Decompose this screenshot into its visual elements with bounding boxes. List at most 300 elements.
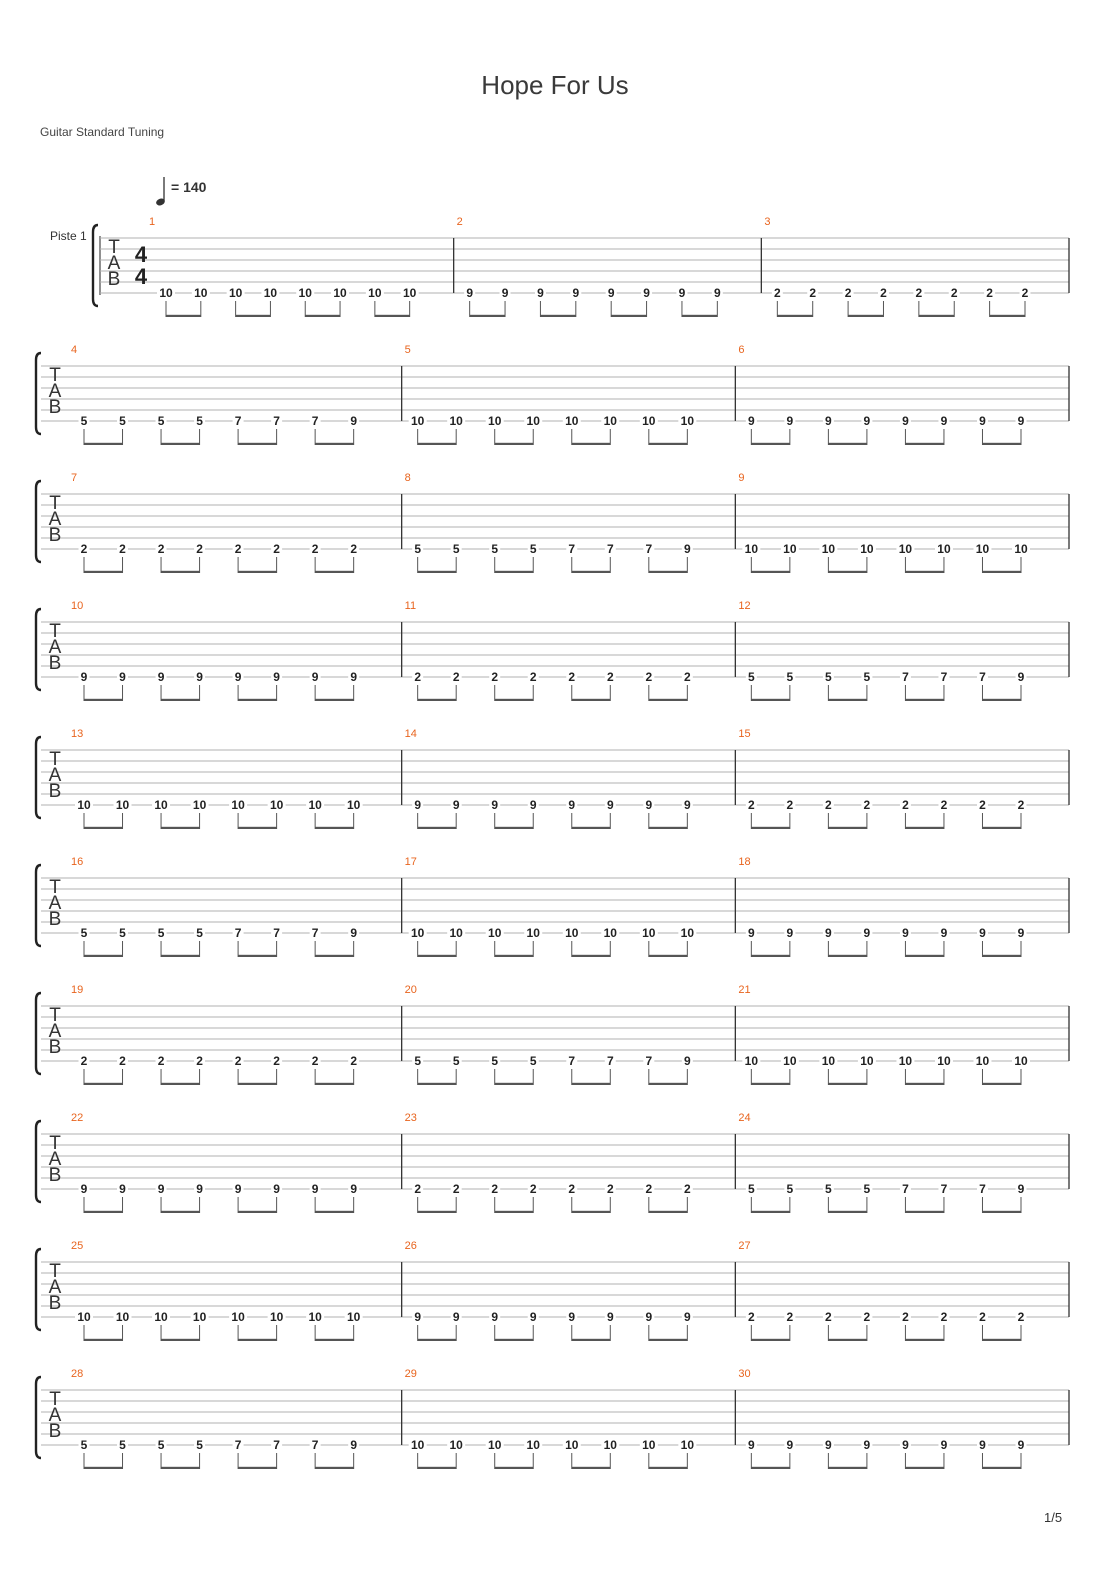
eighth-beam (649, 1083, 688, 1085)
fret-number: 2 (940, 1310, 948, 1324)
fret-number: 10 (410, 926, 425, 940)
fret-number: 9 (825, 414, 832, 428)
eighth-beam (572, 1467, 611, 1469)
eighth-beam (649, 955, 688, 957)
measure-number: 1 (149, 216, 156, 228)
tab-clef-letter: T (49, 1133, 61, 1154)
fret-number: 10 (228, 286, 243, 300)
fret-number: 10 (194, 286, 208, 300)
eighth-beam (572, 1083, 611, 1085)
fret-number: 5 (863, 1182, 871, 1196)
measure-number: 3 (764, 216, 771, 228)
eighth-beam (751, 571, 790, 573)
fret-number: 10 (77, 798, 91, 812)
fret-number: 7 (568, 1054, 576, 1068)
fret-number: 9 (273, 670, 280, 684)
fret-number: 10 (410, 1438, 425, 1452)
eighth-beam (649, 443, 688, 445)
eighth-beam (540, 315, 575, 317)
fret-number: 2 (606, 670, 614, 684)
fret-number: 7 (273, 1438, 280, 1452)
fret-number: 10 (526, 926, 540, 940)
measure-number: 14 (404, 728, 417, 740)
fret-number: 10 (298, 286, 312, 300)
fret-number: 2 (825, 1310, 832, 1324)
eighth-beam (982, 1467, 1021, 1469)
tab-clef-letter: T (49, 749, 61, 770)
measure-number: 10 (71, 600, 84, 612)
fret-number: 9 (786, 926, 794, 940)
eighth-beam (990, 315, 1025, 317)
eighth-beam (418, 699, 457, 701)
eighth-beam (84, 827, 123, 829)
fret-number: 2 (452, 1182, 460, 1196)
eighth-beam (572, 699, 611, 701)
fret-number: 9 (902, 414, 909, 428)
eighth-beam (238, 1083, 277, 1085)
fret-number: 9 (940, 926, 948, 940)
measure-number: 2 (456, 216, 463, 228)
fret-number: 10 (1014, 542, 1028, 556)
fret-number: 10 (449, 1438, 463, 1452)
fret-number: 10 (975, 1054, 990, 1068)
track-name: Piste 1 (50, 229, 87, 243)
fret-number: 5 (196, 1438, 203, 1452)
fret-number: 2 (950, 286, 958, 300)
fret-number: 10 (308, 798, 322, 812)
eighth-beam (161, 1339, 200, 1341)
eighth-beam (828, 1083, 867, 1085)
fret-number: 10 (488, 926, 502, 940)
fret-number: 7 (645, 542, 653, 556)
fret-number: 9 (1017, 1182, 1025, 1196)
eighth-beam (828, 443, 867, 445)
eighth-beam (905, 1339, 944, 1341)
fret-number: 9 (902, 926, 909, 940)
eighth-beam (905, 1083, 944, 1085)
fret-number: 9 (683, 1054, 691, 1068)
fret-number: 5 (491, 1054, 499, 1068)
eighth-beam (238, 571, 277, 573)
fret-number: 2 (196, 542, 203, 556)
fret-number: 2 (157, 1054, 165, 1068)
fret-number: 9 (683, 1310, 691, 1324)
eighth-beam (495, 1467, 534, 1469)
fret-number: 9 (157, 1182, 165, 1196)
fret-number: 5 (452, 1054, 460, 1068)
fret-number: 2 (350, 1054, 358, 1068)
fret-number: 10 (642, 926, 656, 940)
measure-number: 23 (404, 1112, 417, 1124)
fret-number: 9 (747, 414, 755, 428)
fret-number: 7 (940, 670, 948, 684)
fret-number: 7 (568, 542, 576, 556)
eighth-beam (495, 443, 534, 445)
fret-number: 5 (863, 670, 871, 684)
system-bracket (36, 481, 41, 562)
eighth-beam (418, 571, 457, 573)
fret-number: 2 (645, 670, 653, 684)
tab-clef-letter: B (48, 653, 62, 674)
fret-number: 9 (940, 414, 948, 428)
fret-number: 7 (979, 1182, 986, 1196)
fret-number: 9 (606, 798, 614, 812)
eighth-beam (649, 1467, 688, 1469)
fret-number: 9 (350, 670, 358, 684)
system-bracket (93, 225, 98, 306)
eighth-beam (848, 315, 883, 317)
fret-number: 5 (196, 414, 203, 428)
measure-number: 19 (71, 984, 84, 996)
fret-number: 9 (1017, 1438, 1025, 1452)
eighth-beam (238, 827, 277, 829)
eighth-beam (905, 1467, 944, 1469)
fret-number: 10 (368, 286, 382, 300)
eighth-beam (315, 1467, 354, 1469)
fret-number: 7 (902, 670, 909, 684)
fret-number: 7 (234, 1438, 242, 1452)
fret-number: 10 (565, 1438, 579, 1452)
fret-number: 7 (902, 1182, 909, 1196)
fret-number: 9 (350, 414, 358, 428)
fret-number: 10 (410, 414, 425, 428)
fret-number: 9 (747, 926, 755, 940)
fret-number: 2 (529, 670, 537, 684)
fret-number: 10 (744, 542, 759, 556)
fret-number: 10 (680, 1438, 695, 1452)
eighth-beam (649, 571, 688, 573)
eighth-beam (828, 827, 867, 829)
fret-number: 10 (603, 414, 617, 428)
tab-clef-letter: T (49, 493, 61, 514)
tab-clef-letter: B (48, 909, 62, 930)
fret-number: 2 (80, 1054, 88, 1068)
fret-number: 10 (937, 1054, 951, 1068)
fret-number: 9 (234, 670, 242, 684)
fret-number: 7 (273, 414, 280, 428)
fret-number: 9 (825, 1438, 832, 1452)
eighth-beam (418, 1339, 457, 1341)
fret-number: 9 (350, 1438, 358, 1452)
measure-number: 27 (738, 1240, 751, 1252)
fret-number: 2 (683, 670, 691, 684)
fret-number: 10 (821, 1054, 836, 1068)
tab-clef-letter: B (48, 1037, 62, 1058)
eighth-beam (649, 1211, 688, 1213)
fret-number: 2 (902, 798, 909, 812)
fret-number: 5 (119, 1438, 126, 1452)
measure-number: 22 (71, 1112, 84, 1124)
measure-number: 21 (738, 984, 751, 996)
fret-number: 2 (902, 1310, 909, 1324)
fret-number: 9 (643, 286, 650, 300)
song-title: Hope For Us (481, 70, 629, 100)
fret-number: 10 (937, 542, 951, 556)
fret-number: 2 (414, 670, 422, 684)
fret-number: 9 (501, 286, 509, 300)
tab-clef-letter: A (48, 637, 62, 658)
tempo-text: = 140 (171, 179, 207, 195)
tab-clef-letter: B (48, 781, 62, 802)
fret-number: 10 (642, 414, 656, 428)
fret-number: 10 (526, 414, 540, 428)
fret-number: 9 (311, 1182, 319, 1196)
tab-clef-letter: B (48, 1293, 62, 1314)
eighth-beam (828, 699, 867, 701)
fret-number: 9 (1017, 670, 1025, 684)
fret-number: 9 (1017, 414, 1025, 428)
fret-number: 7 (273, 926, 280, 940)
eighth-beam (315, 1083, 354, 1085)
tab-clef-letter: B (48, 525, 62, 546)
fret-number: 2 (979, 1310, 986, 1324)
eighth-beam (161, 955, 200, 957)
fret-number: 2 (809, 286, 817, 300)
fret-number: 2 (915, 286, 923, 300)
fret-number: 2 (863, 798, 871, 812)
fret-number: 10 (821, 542, 836, 556)
fret-number: 2 (350, 542, 358, 556)
fret-number: 10 (783, 542, 797, 556)
tab-clef-letter: B (48, 397, 62, 418)
fret-number: 9 (273, 1182, 280, 1196)
tab-clef-letter: T (49, 621, 61, 642)
fret-number: 10 (860, 1054, 874, 1068)
fret-number: 10 (154, 798, 168, 812)
measure-number: 7 (71, 472, 78, 484)
fret-number: 7 (311, 414, 319, 428)
eighth-beam (84, 699, 123, 701)
system-bracket (36, 993, 41, 1074)
fret-number: 2 (273, 1054, 280, 1068)
eighth-beam (982, 1083, 1021, 1085)
tab-clef-letter: B (48, 1421, 62, 1442)
fret-number: 2 (311, 542, 319, 556)
fret-number: 2 (119, 1054, 126, 1068)
fret-number: 10 (488, 1438, 502, 1452)
fret-number: 10 (402, 286, 417, 300)
page-number: 1/5 (1044, 1510, 1063, 1525)
fret-number: 2 (773, 286, 781, 300)
eighth-beam (751, 699, 790, 701)
eighth-beam (418, 443, 457, 445)
eighth-beam (751, 443, 790, 445)
eighth-beam (751, 1211, 790, 1213)
fret-number: 2 (979, 798, 986, 812)
fret-number: 5 (491, 542, 499, 556)
tab-clef-letter: A (48, 509, 62, 530)
fret-number: 2 (1021, 286, 1029, 300)
fret-number: 2 (311, 1054, 319, 1068)
fret-number: 2 (863, 1310, 871, 1324)
fret-number: 5 (80, 926, 88, 940)
fret-number: 2 (414, 1182, 422, 1196)
fret-number: 10 (603, 1438, 617, 1452)
fret-number: 10 (231, 1310, 245, 1324)
fret-number: 2 (529, 1182, 537, 1196)
fret-number: 10 (860, 542, 874, 556)
fret-number: 9 (311, 670, 319, 684)
tab-clef-letter: A (107, 253, 121, 274)
eighth-beam (777, 315, 812, 317)
fret-number: 2 (234, 542, 242, 556)
fret-number: 9 (350, 926, 358, 940)
fret-number: 2 (568, 1182, 576, 1196)
eighth-beam (84, 571, 123, 573)
eighth-beam (905, 955, 944, 957)
fret-number: 5 (414, 1054, 422, 1068)
eighth-beam (84, 1339, 123, 1341)
eighth-beam (375, 315, 410, 317)
fret-number: 2 (747, 798, 755, 812)
fret-number: 7 (234, 926, 242, 940)
eighth-beam (982, 955, 1021, 957)
fret-number: 7 (311, 926, 319, 940)
fret-number: 10 (269, 798, 284, 812)
fret-number: 2 (196, 1054, 203, 1068)
system-bracket (36, 1121, 41, 1202)
fret-number: 5 (157, 1438, 165, 1452)
fret-number: 5 (529, 1054, 537, 1068)
fret-number: 5 (119, 414, 126, 428)
fret-number: 9 (863, 414, 871, 428)
fret-number: 9 (119, 1182, 126, 1196)
fret-number: 7 (606, 1054, 614, 1068)
fret-number: 10 (308, 1310, 322, 1324)
eighth-beam (315, 827, 354, 829)
fret-number: 5 (452, 542, 460, 556)
eighth-beam (418, 1083, 457, 1085)
measure-number: 28 (71, 1368, 84, 1380)
eighth-beam (572, 1211, 611, 1213)
fret-number: 10 (159, 286, 173, 300)
tab-clef-letter: T (49, 1261, 61, 1282)
eighth-beam (751, 1339, 790, 1341)
eighth-beam (751, 955, 790, 957)
fret-number: 10 (526, 1438, 540, 1452)
fret-number: 10 (565, 414, 579, 428)
fret-number: 9 (196, 670, 203, 684)
fret-number: 9 (1017, 926, 1025, 940)
fret-number: 5 (786, 1182, 794, 1196)
system-bracket (36, 737, 41, 818)
fret-number: 9 (606, 1310, 614, 1324)
measure-number: 8 (404, 472, 411, 484)
fret-number: 9 (678, 286, 686, 300)
eighth-beam (305, 315, 340, 317)
tab-clef-letter: A (48, 1405, 62, 1426)
fret-number: 9 (452, 798, 460, 812)
eighth-beam (828, 1211, 867, 1213)
fret-number: 9 (491, 1310, 499, 1324)
fret-number: 9 (80, 1182, 88, 1196)
fret-number: 9 (537, 286, 544, 300)
measure-number: 11 (404, 600, 417, 612)
fret-number: 10 (77, 1310, 91, 1324)
fret-number: 2 (683, 1182, 691, 1196)
fret-number: 2 (568, 670, 576, 684)
fret-number: 10 (449, 414, 463, 428)
eighth-beam (238, 1339, 277, 1341)
eighth-beam (682, 315, 717, 317)
eighth-beam (418, 1467, 457, 1469)
eighth-beam (161, 699, 200, 701)
fret-number: 2 (825, 798, 832, 812)
eighth-beam (828, 571, 867, 573)
measure-number: 13 (71, 728, 84, 740)
eighth-beam (572, 443, 611, 445)
tab-clef-letter: A (48, 765, 62, 786)
tab-clef-letter: A (48, 1021, 62, 1042)
eighth-beam (166, 315, 201, 317)
fret-number: 2 (880, 286, 887, 300)
tab-clef-letter: A (48, 893, 62, 914)
fret-number: 10 (488, 414, 502, 428)
fret-number: 9 (157, 670, 165, 684)
fret-number: 10 (192, 798, 207, 812)
fret-number: 9 (863, 926, 871, 940)
eighth-beam (495, 827, 534, 829)
fret-number: 9 (713, 286, 721, 300)
eighth-beam (315, 571, 354, 573)
eighth-beam (982, 1211, 1021, 1213)
measure-number: 25 (71, 1240, 84, 1252)
eighth-beam (905, 827, 944, 829)
eighth-beam (572, 1339, 611, 1341)
eighth-beam (649, 699, 688, 701)
eighth-beam (84, 955, 123, 957)
eighth-beam (905, 571, 944, 573)
fret-number: 10 (231, 798, 245, 812)
measure-number: 26 (404, 1240, 417, 1252)
fret-number: 2 (844, 286, 852, 300)
tab-clef-letter: T (49, 1005, 61, 1026)
fret-number: 2 (986, 286, 993, 300)
eighth-beam (161, 1083, 200, 1085)
eighth-beam (418, 827, 457, 829)
eighth-beam (828, 955, 867, 957)
fret-number: 10 (565, 926, 579, 940)
fret-number: 5 (157, 414, 165, 428)
fret-number: 9 (863, 1438, 871, 1452)
eighth-beam (238, 443, 277, 445)
eighth-beam (161, 1211, 200, 1213)
eighth-beam (418, 955, 457, 957)
fret-number: 9 (979, 1438, 986, 1452)
tab-clef-letter: A (48, 381, 62, 402)
fret-number: 9 (529, 798, 537, 812)
eighth-beam (982, 571, 1021, 573)
fret-number: 10 (898, 1054, 913, 1068)
fret-number: 9 (568, 1310, 576, 1324)
fret-number: 2 (491, 670, 499, 684)
fret-number: 9 (747, 1438, 755, 1452)
fret-number: 2 (273, 542, 280, 556)
eighth-beam (572, 571, 611, 573)
fret-number: 5 (786, 670, 794, 684)
fret-number: 9 (645, 798, 653, 812)
fret-number: 9 (902, 1438, 909, 1452)
eighth-beam (84, 1083, 123, 1085)
fret-number: 10 (346, 798, 361, 812)
measure-number: 30 (738, 1368, 751, 1380)
fret-number: 2 (80, 542, 88, 556)
tab-clef-letter: B (107, 269, 121, 290)
fret-number: 10 (346, 1310, 361, 1324)
fret-number: 7 (606, 542, 614, 556)
fret-number: 9 (979, 926, 986, 940)
eighth-beam (84, 1211, 123, 1213)
